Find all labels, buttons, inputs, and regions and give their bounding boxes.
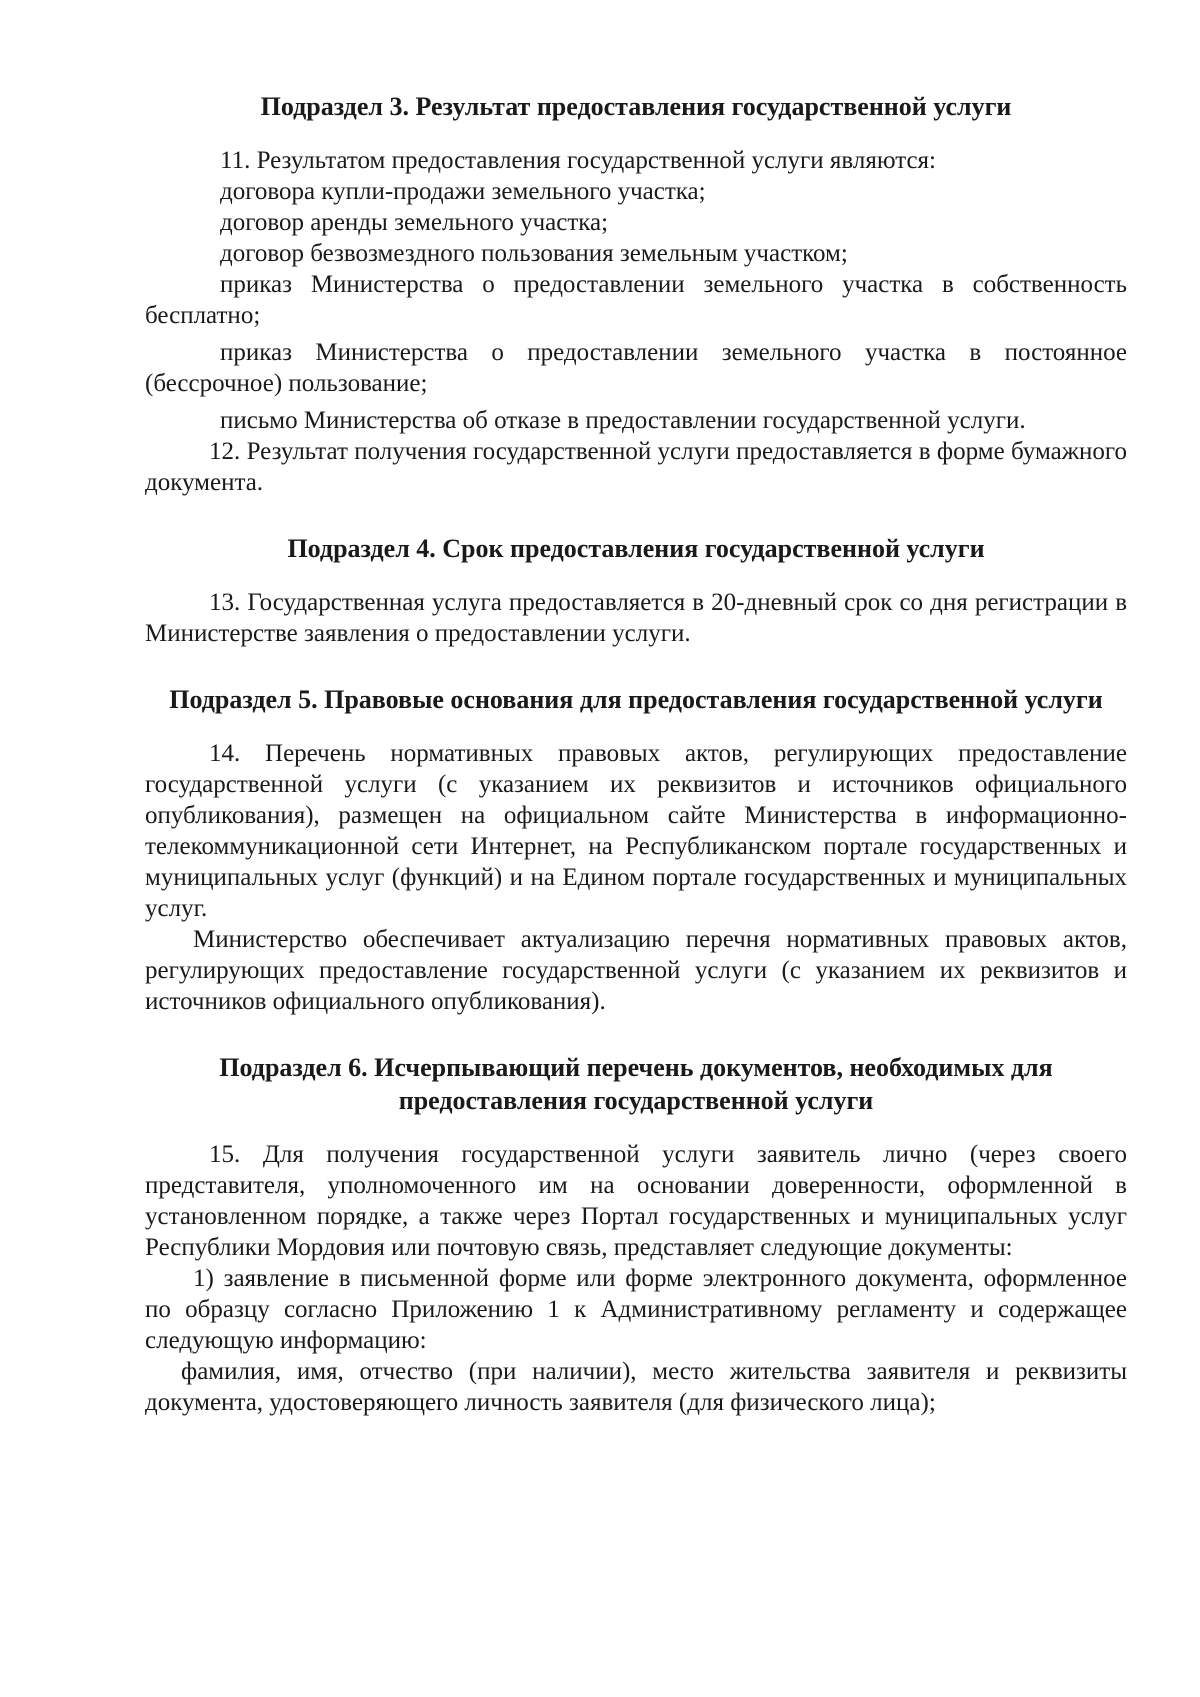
paragraph-14-continued: Министерство обеспечивает актуализацию перечня нормативных правовых актов, регулирующих предоставление государственной услуги (с указанием их реквизитов и источников официального опубликования). (145, 926, 1127, 1015)
result-item-3: договор безвозмездного пользования земельным участком; (220, 240, 848, 267)
result-item-6: письмо Министерства об отказе в предоставлении государственной услуги. (220, 407, 1026, 434)
result-item-5: приказ Министерства о предоставлении земельного участка в постоянное (бессрочное) пользование; (145, 339, 1127, 397)
result-item-1: договора купли-продажи земельного участка; (220, 178, 706, 205)
paragraph-11: 11. Результатом предоставления государственной услуги являются: (220, 147, 937, 174)
paragraph-15-item-1a: фамилия, имя, отчество (при наличии), место жительства заявителя и реквизиты документа, удостоверяющего личность заявителя (для физического лица); (145, 1358, 1127, 1416)
paragraph-15: 15. Для получения государственной услуги заявитель лично (через своего представителя, уполномоченного им на основании доверенности, оформленной в установленном порядке, а также через Портал государственных и муниципальных услуг Республики Мордовия или почтовую связь, представляет следующие документы: (145, 1141, 1127, 1261)
result-item-4: приказ Министерства о предоставлении земельного участка в собственность бесплатно; (145, 271, 1127, 329)
section-4-heading: Подраздел 4. Срок предоставления государственной услуги (287, 534, 985, 563)
paragraph-12: 12. Результат получения государственной услуги предоставляется в форме бумажного документа. (145, 438, 1127, 496)
paragraph-15-item-1: 1) заявление в письменной форме или форме электронного документа, оформленное по образцу согласно Приложению 1 к Административному регламенту и содержащее следующую информацию: (145, 1265, 1127, 1354)
section-3-heading: Подраздел 3. Результат предоставления государственной услуги (260, 92, 1012, 121)
document-body (145, 90, 1127, 1418)
section-5-heading: Подраздел 5. Правовые основания для предоставления государственной услуги (169, 685, 1103, 714)
result-item-2: договор аренды земельного участка; (220, 209, 609, 236)
paragraph-13: 13. Государственная услуга предоставляется в 20-дневный срок со дня регистрации в Министерстве заявления о предоставлении услуги. (145, 589, 1127, 647)
section-6-heading: Подраздел 6. Исчерпывающий перечень документов, необходимых для предоставления государственной услуги (219, 1053, 1053, 1115)
paragraph-14: 14. Перечень нормативных правовых актов, регулирующих предоставление государственной услуги (с указанием их реквизитов и источников официального опубликования), размещен на официальном сайте Министерства в информационно-телекоммуникационной сети Интернет, на Республиканском портале государственных и муниципальных услуг (функций) и на Едином портале государственных и муниципальных услуг. (145, 740, 1127, 922)
